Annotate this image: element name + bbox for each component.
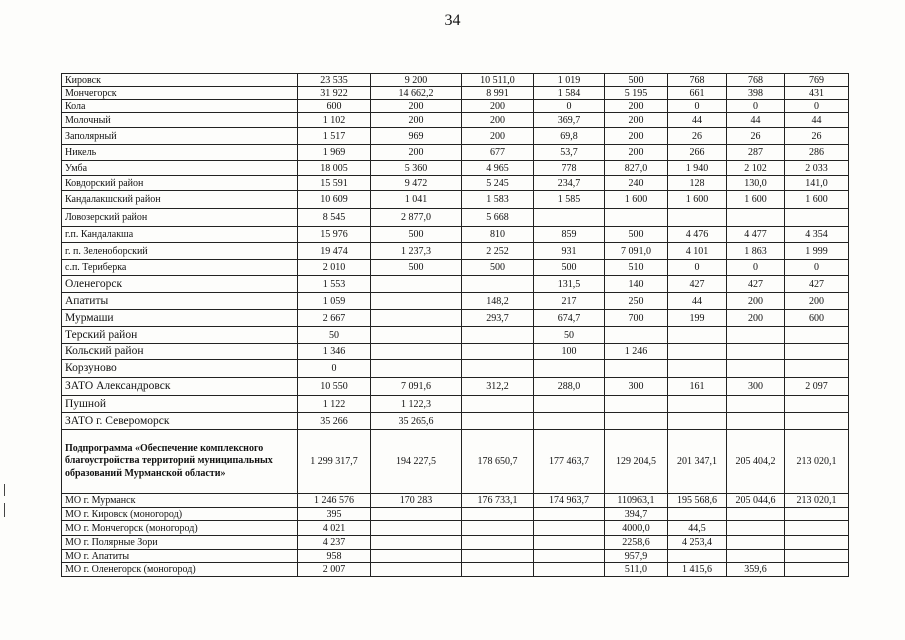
value-cell: 0 [298,360,371,378]
value-cell [727,413,785,430]
table-row [62,310,849,327]
value-cell [785,550,849,563]
value-cell: 958 [298,550,371,563]
table-row [62,100,849,113]
value-cell [785,508,849,521]
value-cell: 2 667 [298,310,371,327]
value-cell: 213 020,1 [785,430,849,494]
value-cell: 2 007 [298,563,371,577]
table-row [62,327,849,344]
value-cell: 240 [605,176,668,191]
value-cell: 31 922 [298,87,371,100]
value-cell: 500 [605,74,668,87]
value-cell: 1 122 [298,396,371,413]
value-cell [371,550,462,563]
table-row [62,536,849,550]
value-cell [785,521,849,536]
value-cell: 768 [727,74,785,87]
value-cell: 200 [727,293,785,310]
value-cell: 1 969 [298,145,371,161]
value-cell [727,360,785,378]
value-cell: 110963,1 [605,494,668,508]
value-cell: 427 [727,276,785,293]
value-cell: 369,7 [534,113,605,128]
value-cell: 5 245 [462,176,534,191]
row-name-cell: Заполярный [62,128,298,145]
value-cell: 1 585 [534,191,605,209]
value-cell: 200 [785,293,849,310]
table-row [62,260,849,276]
value-cell [727,396,785,413]
value-cell: 1 999 [785,243,849,260]
row-name-cell: Кандалакшский район [62,191,298,209]
value-cell: 510 [605,260,668,276]
table-row [62,550,849,563]
value-cell [371,508,462,521]
table-row [62,378,849,396]
value-cell [668,360,727,378]
value-cell: 2 877,0 [371,209,462,227]
table-row [62,344,849,360]
value-cell [605,360,668,378]
value-cell: 810 [462,227,534,243]
table-row [62,74,849,87]
value-cell: 200 [371,100,462,113]
value-cell: 2258,6 [605,536,668,550]
value-cell: 200 [727,310,785,327]
row-name-cell: Ловозерский район [62,209,298,227]
value-cell [534,508,605,521]
value-cell [534,521,605,536]
table-row [62,145,849,161]
value-cell: 200 [605,100,668,113]
value-cell: 4 477 [727,227,785,243]
value-cell: 500 [605,227,668,243]
value-cell [534,209,605,227]
value-cell: 4 237 [298,536,371,550]
value-cell: 4 476 [668,227,727,243]
value-cell: 8 545 [298,209,371,227]
value-cell: 293,7 [462,310,534,327]
value-cell: 1 122,3 [371,396,462,413]
value-cell: 0 [785,100,849,113]
value-cell: 0 [727,260,785,276]
value-cell: 128 [668,176,727,191]
row-name-cell: Оленегорск [62,276,298,293]
table-row [62,276,849,293]
value-cell: 394,7 [605,508,668,521]
value-cell: 2 102 [727,161,785,176]
table-row [62,508,849,521]
value-cell: 1 059 [298,293,371,310]
value-cell: 200 [462,128,534,145]
value-cell: 359,6 [727,563,785,577]
value-cell: 200 [605,128,668,145]
value-cell [605,413,668,430]
value-cell [727,521,785,536]
scan-artifact-mark [4,484,5,496]
value-cell: 1 600 [785,191,849,209]
value-cell: 969 [371,128,462,145]
value-cell: 2 010 [298,260,371,276]
table-row [62,494,849,508]
value-cell: 23 535 [298,74,371,87]
table-row [62,413,849,430]
value-cell: 287 [727,145,785,161]
value-cell [727,508,785,521]
value-cell [371,327,462,344]
value-cell: 768 [668,74,727,87]
value-cell [371,563,462,577]
funding-table [61,73,849,577]
value-cell: 200 [605,145,668,161]
value-cell [605,396,668,413]
value-cell: 0 [785,260,849,276]
value-cell: 44 [785,113,849,128]
row-name-cell: Умба [62,161,298,176]
row-name-cell: МО г. Полярные Зори [62,536,298,550]
value-cell [668,396,727,413]
value-cell: 1 041 [371,191,462,209]
row-name-cell: Мончегорск [62,87,298,100]
value-cell: 300 [727,378,785,396]
value-cell: 44 [668,293,727,310]
value-cell: 205 044,6 [727,494,785,508]
row-name-cell: Апатиты [62,293,298,310]
value-cell: 26 [727,128,785,145]
value-cell: 1 346 [298,344,371,360]
value-cell: 4 965 [462,161,534,176]
value-cell: 10 609 [298,191,371,209]
value-cell: 35 266 [298,413,371,430]
row-name-cell: г.п. Кандалакша [62,227,298,243]
value-cell [785,396,849,413]
value-cell [727,536,785,550]
value-cell: 178 650,7 [462,430,534,494]
value-cell: 1 237,3 [371,243,462,260]
row-name-cell: Кольский район [62,344,298,360]
table-row [62,293,849,310]
value-cell [668,508,727,521]
value-cell [462,550,534,563]
table-row [62,396,849,413]
row-name-cell: ЗАТО Александровск [62,378,298,396]
value-cell: 4 354 [785,227,849,243]
row-name-cell: Мурмаши [62,310,298,327]
value-cell: 1 246 576 [298,494,371,508]
value-cell: 200 [462,100,534,113]
value-cell: 286 [785,145,849,161]
row-name-cell: МО г. Кировск (моногород) [62,508,298,521]
value-cell: 200 [371,113,462,128]
value-cell: 15 591 [298,176,371,191]
page-number: 34 [444,12,461,29]
value-cell [371,344,462,360]
value-cell: 500 [371,227,462,243]
value-cell [462,396,534,413]
value-cell [462,360,534,378]
value-cell: 18 005 [298,161,371,176]
table-row [62,87,849,100]
value-cell: 661 [668,87,727,100]
value-cell: 0 [727,100,785,113]
value-cell: 9 200 [371,74,462,87]
row-name-cell: Кировск [62,74,298,87]
value-cell: 14 662,2 [371,87,462,100]
value-cell: 44 [727,113,785,128]
value-cell: 427 [785,276,849,293]
value-cell: 431 [785,87,849,100]
value-cell: 1 102 [298,113,371,128]
value-cell: 957,9 [605,550,668,563]
row-name-cell: ЗАТО г. Североморск [62,413,298,430]
value-cell: 201 347,1 [668,430,727,494]
value-cell: 5 668 [462,209,534,227]
value-cell: 300 [605,378,668,396]
table-row [62,227,849,243]
value-cell [371,536,462,550]
value-cell: 53,7 [534,145,605,161]
value-cell [668,413,727,430]
value-cell: 9 472 [371,176,462,191]
value-cell: 1 415,6 [668,563,727,577]
row-name-cell: Никель [62,145,298,161]
value-cell [605,209,668,227]
value-cell: 1 940 [668,161,727,176]
value-cell: 674,7 [534,310,605,327]
value-cell: 2 033 [785,161,849,176]
value-cell: 10 550 [298,378,371,396]
value-cell: 200 [371,145,462,161]
value-cell [534,550,605,563]
value-cell: 130,0 [727,176,785,191]
value-cell: 1 600 [727,191,785,209]
funding-table-body [62,74,849,577]
value-cell: 931 [534,243,605,260]
value-cell [534,536,605,550]
value-cell [462,521,534,536]
value-cell: 148,2 [462,293,534,310]
value-cell: 35 265,6 [371,413,462,430]
value-cell: 205 404,2 [727,430,785,494]
value-cell: 700 [605,310,668,327]
value-cell [462,413,534,430]
row-name-cell: Кола [62,100,298,113]
value-cell: 511,0 [605,563,668,577]
value-cell [668,550,727,563]
scan-artifact-mark [4,503,5,517]
value-cell: 677 [462,145,534,161]
value-cell: 288,0 [534,378,605,396]
value-cell [462,563,534,577]
table-row [62,563,849,577]
value-cell: 1 019 [534,74,605,87]
value-cell: 427 [668,276,727,293]
value-cell: 161 [668,378,727,396]
table-row [62,113,849,128]
row-name-cell: г. п. Зеленоборский [62,243,298,260]
value-cell [785,344,849,360]
value-cell: 44,5 [668,521,727,536]
row-name-cell: МО г. Оленегорск (моногород) [62,563,298,577]
value-cell: 1 600 [605,191,668,209]
value-cell: 769 [785,74,849,87]
value-cell: 199 [668,310,727,327]
table-row [62,209,849,227]
value-cell [605,327,668,344]
table-row [62,243,849,260]
row-name-cell: Пушной [62,396,298,413]
value-cell: 500 [371,260,462,276]
value-cell [534,563,605,577]
value-cell: 140 [605,276,668,293]
value-cell: 234,7 [534,176,605,191]
value-cell: 395 [298,508,371,521]
table-row [62,128,849,145]
value-cell: 5 195 [605,87,668,100]
value-cell [534,396,605,413]
value-cell [668,327,727,344]
value-cell: 129 204,5 [605,430,668,494]
value-cell: 500 [462,260,534,276]
value-cell: 600 [785,310,849,327]
value-cell: 69,8 [534,128,605,145]
value-cell: 213 020,1 [785,494,849,508]
value-cell: 170 283 [371,494,462,508]
value-cell: 0 [668,100,727,113]
value-cell: 26 [668,128,727,145]
value-cell: 4 253,4 [668,536,727,550]
row-name-cell: Терский район [62,327,298,344]
value-cell [462,344,534,360]
value-cell: 200 [462,113,534,128]
value-cell: 1 583 [462,191,534,209]
value-cell: 2 097 [785,378,849,396]
value-cell: 0 [534,100,605,113]
table-row [62,161,849,176]
value-cell: 859 [534,227,605,243]
value-cell [462,508,534,521]
value-cell: 174 963,7 [534,494,605,508]
table-row [62,521,849,536]
table-row [62,176,849,191]
value-cell [668,344,727,360]
value-cell: 1 299 317,7 [298,430,371,494]
value-cell: 50 [298,327,371,344]
value-cell: 195 568,6 [668,494,727,508]
value-cell: 15 976 [298,227,371,243]
value-cell [727,550,785,563]
value-cell: 26 [785,128,849,145]
value-cell: 266 [668,145,727,161]
row-name-cell: МО г. Мурманск [62,494,298,508]
value-cell: 1 584 [534,87,605,100]
row-name-cell: МО г. Апатиты [62,550,298,563]
value-cell [785,536,849,550]
value-cell: 50 [534,327,605,344]
value-cell: 500 [534,260,605,276]
value-cell [371,360,462,378]
value-cell: 10 511,0 [462,74,534,87]
value-cell: 200 [605,113,668,128]
value-cell: 5 360 [371,161,462,176]
value-cell: 141,0 [785,176,849,191]
value-cell [785,209,849,227]
value-cell: 2 252 [462,243,534,260]
value-cell: 250 [605,293,668,310]
row-name-cell: Корзуново [62,360,298,378]
value-cell: 7 091,0 [605,243,668,260]
subprogram-row [62,430,849,494]
value-cell: 1 517 [298,128,371,145]
value-cell: 4 021 [298,521,371,536]
value-cell [534,360,605,378]
value-cell [371,310,462,327]
value-cell [727,209,785,227]
row-name-cell: Молочный [62,113,298,128]
value-cell: 8 991 [462,87,534,100]
row-name-cell: Подпрограмма «Обеспечение комплексного благоустройства территорий муниципальных образований Мурманской области» [62,430,298,494]
value-cell: 4 101 [668,243,727,260]
value-cell [668,209,727,227]
value-cell: 778 [534,161,605,176]
value-cell: 217 [534,293,605,310]
value-cell [371,521,462,536]
value-cell: 44 [668,113,727,128]
value-cell: 0 [668,260,727,276]
table-row [62,360,849,378]
value-cell [534,413,605,430]
value-cell [371,293,462,310]
value-cell: 312,2 [462,378,534,396]
value-cell: 1 553 [298,276,371,293]
value-cell: 7 091,6 [371,378,462,396]
value-cell: 176 733,1 [462,494,534,508]
value-cell [785,327,849,344]
value-cell: 19 474 [298,243,371,260]
value-cell [727,327,785,344]
value-cell: 827,0 [605,161,668,176]
row-name-cell: с.п. Териберка [62,260,298,276]
value-cell [371,276,462,293]
value-cell [462,276,534,293]
value-cell: 177 463,7 [534,430,605,494]
value-cell [785,360,849,378]
value-cell: 100 [534,344,605,360]
value-cell: 4000,0 [605,521,668,536]
table-row [62,191,849,209]
value-cell: 1 246 [605,344,668,360]
value-cell: 1 863 [727,243,785,260]
value-cell [785,413,849,430]
row-name-cell: МО г. Мончегорск (моногород) [62,521,298,536]
value-cell [462,536,534,550]
value-cell: 1 600 [668,191,727,209]
value-cell: 398 [727,87,785,100]
row-name-cell: Ковдорский район [62,176,298,191]
value-cell [785,563,849,577]
value-cell: 600 [298,100,371,113]
value-cell [727,344,785,360]
value-cell: 131,5 [534,276,605,293]
value-cell: 194 227,5 [371,430,462,494]
value-cell [462,327,534,344]
